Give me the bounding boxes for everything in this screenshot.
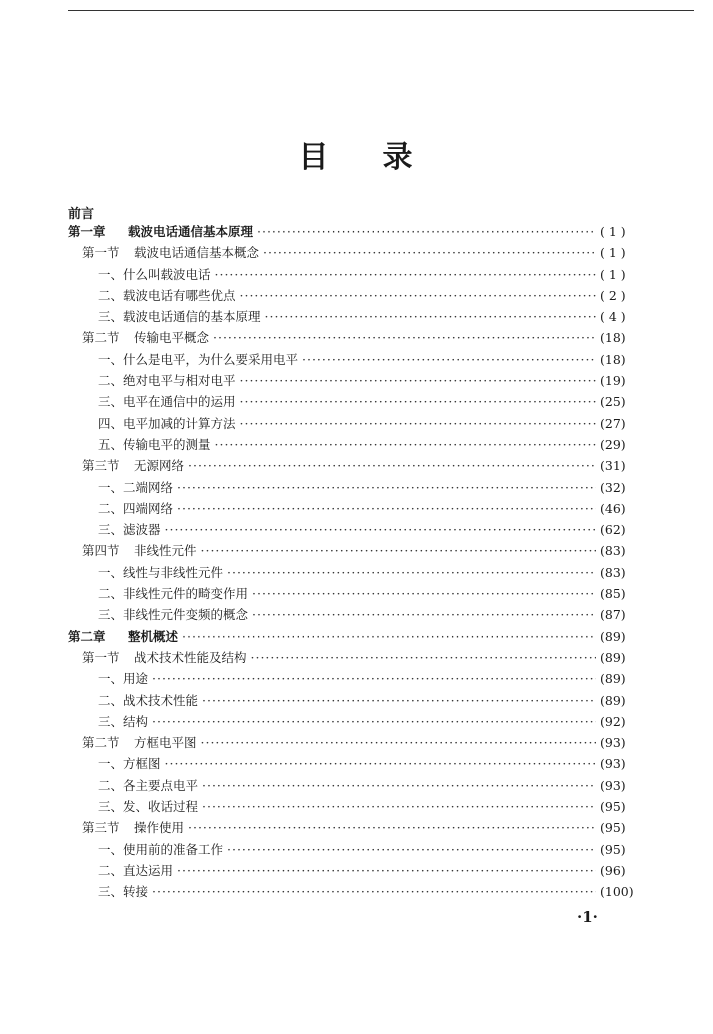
toc-page-reference: (46) (600, 500, 626, 516)
toc-entry-label: 载波电话通信基本原理 (128, 224, 254, 239)
toc-entry-label: 一、二端网络 (98, 479, 174, 495)
toc-item-row[interactable] (68, 519, 642, 540)
table-of-contents (68, 221, 642, 903)
toc-item-row[interactable] (68, 370, 642, 391)
dot-leader (240, 391, 596, 412)
toc-section-row[interactable] (68, 540, 642, 561)
toc-page-reference: (27) (600, 415, 626, 431)
dot-leader (188, 817, 596, 838)
title-char-2: 录 (382, 140, 415, 175)
toc-section-number: 第三节 (82, 458, 120, 474)
toc-item-row[interactable] (68, 775, 642, 796)
toc-entry-label: 无源网络 (134, 458, 185, 474)
dot-leader (202, 796, 596, 817)
dot-leader (177, 498, 596, 519)
toc-section-row[interactable] (68, 647, 642, 668)
toc-entry-label: 三、发、收话过程 (98, 799, 199, 815)
toc-entry-label: 二、载波电话有哪些优点 (98, 287, 236, 303)
toc-item-row[interactable] (68, 860, 642, 881)
toc-entry-label: 二、直达运用 (98, 862, 174, 878)
dot-leader (152, 668, 596, 689)
toc-entry-label: 非线性元件 (134, 543, 197, 559)
dot-leader (265, 306, 596, 327)
toc-item-row[interactable] (68, 306, 642, 327)
toc-item-row[interactable] (68, 668, 642, 689)
toc-entry-label: 一、方框图 (98, 756, 161, 772)
toc-section-number: 第三节 (82, 820, 120, 836)
toc-chapter-number: 第二章 (68, 628, 106, 644)
toc-page-reference: (25) (600, 394, 626, 410)
toc-item-row[interactable] (68, 562, 642, 583)
toc-entry-label: 操作使用 (134, 820, 185, 836)
toc-chapter-row[interactable] (68, 626, 642, 647)
toc-page-reference: ( 4 ) (600, 309, 626, 325)
dot-leader (182, 626, 596, 647)
dot-leader (213, 327, 596, 348)
toc-page-reference: (18) (600, 330, 626, 346)
toc-entry-label: 二、四端网络 (98, 500, 174, 516)
top-rule (68, 10, 694, 11)
toc-item-row[interactable] (68, 264, 642, 285)
toc-entry-label: 一、使用前的准备工作 (98, 841, 224, 857)
dot-leader (201, 540, 596, 561)
dot-leader (201, 732, 596, 753)
toc-entry-label: 二、各主要点电平 (98, 777, 199, 793)
dot-leader (257, 221, 596, 242)
dot-leader (240, 413, 596, 434)
toc-page-reference: (96) (600, 862, 626, 878)
toc-entry-label: 三、结构 (98, 713, 149, 729)
toc-page-reference: (18) (600, 351, 626, 367)
dot-leader (188, 455, 596, 476)
toc-section-number: 第二节 (82, 735, 120, 751)
toc-item-row[interactable] (68, 477, 642, 498)
toc-section-number: 第二节 (82, 330, 120, 346)
dot-leader (227, 839, 596, 860)
toc-entry-label: 方框电平图 (134, 735, 197, 751)
toc-page-reference: (95) (600, 820, 626, 836)
toc-chapter-number: 第一章 (68, 224, 106, 239)
toc-item-row[interactable] (68, 285, 642, 306)
toc-entry-label: 一、线性与非线性元件 (98, 564, 224, 580)
toc-page-reference: (89) (600, 628, 626, 644)
dot-leader (302, 349, 596, 370)
toc-page-reference: ( 1 ) (600, 266, 626, 282)
toc-item-row[interactable] (68, 391, 642, 412)
dot-leader (177, 477, 596, 498)
toc-entry-label: 传输电平概念 (134, 330, 210, 346)
toc-entry-label: 三、滤波器 (98, 522, 161, 538)
toc-page-reference: (89) (600, 649, 626, 665)
toc-entry-label: 一、什么叫载波电话 (98, 266, 211, 282)
toc-entry-label: 载波电话通信基本概念 (134, 245, 260, 261)
toc-page-reference: (19) (600, 373, 626, 389)
page-title (0, 132, 713, 176)
dot-leader (165, 519, 596, 540)
toc-chapter-row[interactable] (68, 221, 642, 242)
toc-page-reference: ( 1 ) (600, 224, 626, 239)
page-number: ·1· (577, 908, 598, 926)
toc-entry-label: 三、转接 (98, 884, 149, 900)
toc-page-reference: ( 2 ) (600, 287, 626, 303)
dot-leader (227, 562, 596, 583)
dot-leader (251, 647, 596, 668)
toc-entry-label: 三、非线性元件变频的概念 (98, 607, 249, 623)
toc-entry-label: 二、战术技术性能 (98, 692, 199, 708)
toc-item-row[interactable] (68, 711, 642, 732)
toc-section-number: 第一节 (82, 649, 120, 665)
toc-item-row[interactable] (68, 604, 642, 625)
toc-section-row[interactable] (68, 242, 642, 263)
toc-page-reference: (89) (600, 692, 626, 708)
toc-page-reference: (95) (600, 841, 626, 857)
toc-item-row[interactable] (68, 498, 642, 519)
toc-page-reference: (93) (600, 756, 626, 772)
toc-section-row[interactable] (68, 327, 642, 348)
title-char-1: 目 (298, 140, 331, 175)
dot-leader (177, 860, 596, 881)
toc-item-row[interactable] (68, 796, 642, 817)
toc-page-reference: (29) (600, 436, 626, 452)
toc-page-reference: (62) (600, 522, 626, 538)
toc-page-reference: (83) (600, 564, 626, 580)
toc-entry-label: 战术技术性能及结构 (134, 649, 247, 665)
toc-entry-label: 一、用途 (98, 671, 149, 687)
dot-leader (263, 242, 596, 263)
dot-leader (215, 434, 596, 455)
toc-section-row[interactable] (68, 817, 642, 838)
dot-leader (152, 711, 596, 732)
toc-preface[interactable]: 前言 (68, 207, 95, 222)
dot-leader (215, 264, 596, 285)
dot-leader (152, 881, 596, 902)
dot-leader (252, 604, 596, 625)
dot-leader (165, 753, 596, 774)
dot-leader (240, 285, 596, 306)
toc-page-reference: (89) (600, 671, 626, 687)
toc-entry-label: 二、绝对电平与相对电平 (98, 373, 236, 389)
toc-entry-label: 三、载波电话通信的基本原理 (98, 309, 261, 325)
dot-leader (252, 583, 596, 604)
toc-page-reference: (31) (600, 458, 626, 474)
toc-page-reference: (87) (600, 607, 626, 623)
toc-section-row[interactable] (68, 455, 642, 476)
toc-item-row[interactable] (68, 881, 642, 902)
dot-leader (202, 775, 596, 796)
toc-page-reference: (95) (600, 799, 626, 815)
toc-page-reference: (93) (600, 735, 626, 751)
toc-entry-label: 四、电平加减的计算方法 (98, 415, 236, 431)
toc-page-reference: (93) (600, 777, 626, 793)
toc-entry-label: 整机概述 (128, 628, 179, 644)
dot-leader (240, 370, 596, 391)
toc-item-row[interactable] (68, 349, 642, 370)
toc-page-reference: (85) (600, 586, 626, 602)
toc-entry-label: 五、传输电平的测量 (98, 436, 211, 452)
toc-page-reference: ( 1 ) (600, 245, 626, 261)
toc-section-number: 第一节 (82, 245, 120, 261)
toc-page-reference: (100) (600, 884, 634, 900)
toc-item-row[interactable] (68, 583, 642, 604)
toc-page-reference: (83) (600, 543, 626, 559)
toc-entry-label: 三、电平在通信中的运用 (98, 394, 236, 410)
toc-page-reference: (92) (600, 713, 626, 729)
toc-item-row[interactable] (68, 434, 642, 455)
toc-entry-label: 一、什么是电平，为什么要采用电平 (98, 351, 299, 367)
toc-section-number: 第四节 (82, 543, 120, 559)
toc-item-row[interactable] (68, 690, 642, 711)
toc-entry-label: 二、非线性元件的畸变作用 (98, 586, 249, 602)
toc-page-reference: (32) (600, 479, 626, 495)
dot-leader (202, 690, 596, 711)
toc-item-row[interactable] (68, 753, 642, 774)
toc-section-row[interactable] (68, 732, 642, 753)
toc-item-row[interactable] (68, 839, 642, 860)
toc-item-row[interactable] (68, 413, 642, 434)
